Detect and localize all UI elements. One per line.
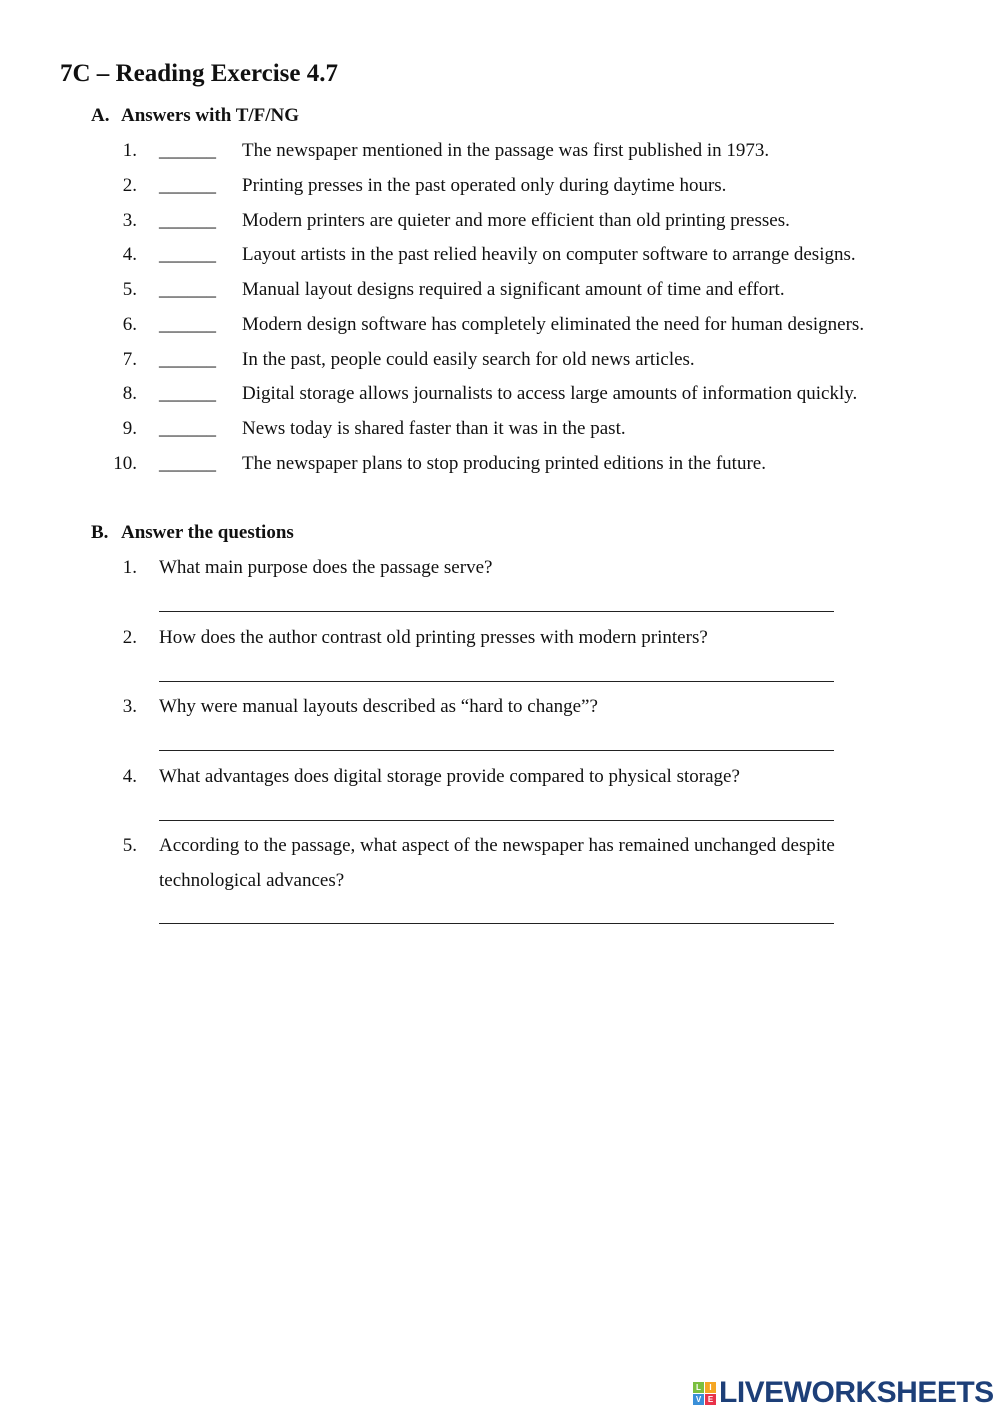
section-title: Answers with T/F/NG [121, 105, 300, 126]
item-number: 6. [122, 313, 137, 335]
item-number: 8. [122, 383, 137, 405]
answer-blank[interactable]: ______ [159, 418, 216, 439]
item-number: 2. [122, 174, 137, 196]
tf-item [0, 417, 1000, 441]
item-number: 5. [122, 835, 137, 857]
answer-line[interactable] [159, 681, 834, 682]
question-text: Why were manual layouts described as “hard to change”? [159, 696, 598, 718]
question-item [0, 695, 1000, 719]
question-item-continued [0, 869, 1000, 893]
tf-item [0, 348, 1000, 372]
statement-text: Layout artists in the past relied heavily on computer software to arrange designs. [242, 244, 856, 266]
statement-text: Digital storage allows journalists to access large amounts of information quickly. [242, 383, 858, 405]
answer-blank[interactable]: ______ [159, 383, 216, 405]
question-text: technological advances? [159, 869, 345, 891]
answer-blank[interactable]: ______ [159, 140, 216, 161]
tf-item [0, 313, 1000, 337]
item-number: 4. [122, 765, 137, 787]
logo-block: I [705, 1382, 716, 1393]
section-a-heading [91, 105, 299, 127]
statement-text: Modern design software has completely eliminated the need for human designers. [242, 313, 865, 335]
question-text: What advantages does digital storage provide compared to physical storage? [159, 765, 740, 787]
tf-item [0, 139, 1000, 163]
tf-item [0, 382, 1000, 406]
page-title: 7C – Reading Exercise 4.7 [60, 60, 338, 87]
answer-line[interactable] [159, 611, 834, 612]
answer-line[interactable] [159, 820, 834, 821]
tf-item [0, 278, 1000, 302]
answer-blank[interactable]: ______ [159, 348, 216, 370]
tf-item [0, 452, 1000, 476]
statement-text: The newspaper plans to stop producing printed editions in the future. [242, 452, 766, 474]
answer-blank[interactable]: ______ [159, 244, 216, 266]
section-letter: A. [91, 105, 110, 126]
item-number: 7. [122, 348, 137, 370]
item-number: 4. [122, 244, 137, 266]
live-blocks-icon [693, 1382, 716, 1405]
question-item [0, 556, 1000, 580]
item-number: 2. [122, 626, 137, 648]
answer-blank[interactable]: ______ [159, 279, 216, 300]
statement-text: News today is shared faster than it was in the past. [242, 418, 626, 439]
question-item [0, 765, 1000, 789]
question-item [0, 834, 1000, 858]
question-item [0, 626, 1000, 650]
liveworksheets-logo [693, 1378, 994, 1408]
item-number: 3. [122, 209, 137, 231]
logo-block: L [693, 1382, 704, 1393]
item-number: 10. [113, 452, 137, 474]
question-text: How does the author contrast old printing presses with modern printers? [159, 626, 708, 648]
section-title: Answer the questions [121, 522, 294, 543]
answer-blank[interactable]: ______ [159, 174, 216, 196]
logo-block: E [705, 1394, 716, 1405]
tf-item [0, 209, 1000, 233]
answer-blank[interactable]: ______ [159, 452, 216, 474]
item-number: 5. [122, 279, 137, 300]
tf-item [0, 243, 1000, 267]
logo-text: LIVEWORKSHEETS [719, 1376, 994, 1409]
answer-blank[interactable]: ______ [159, 313, 216, 335]
section-b-heading [91, 522, 294, 544]
statement-text: The newspaper mentioned in the passage was first published in 1973. [242, 140, 770, 161]
item-number: 3. [122, 696, 137, 718]
item-number: 1. [122, 557, 137, 578]
tf-item [0, 174, 1000, 198]
statement-text: In the past, people could easily search for old news articles. [242, 348, 695, 370]
statement-text: Manual layout designs required a significant amount of time and effort. [242, 279, 785, 300]
statement-text: Printing presses in the past operated only during daytime hours. [242, 174, 727, 196]
section-letter: B. [91, 522, 109, 543]
item-number: 1. [122, 140, 137, 161]
item-number: 9. [122, 418, 137, 439]
question-text: What main purpose does the passage serve? [159, 557, 493, 578]
statement-text: Modern printers are quieter and more efficient than old printing presses. [242, 209, 790, 231]
logo-block: V [693, 1394, 704, 1405]
question-text: According to the passage, what aspect of the newspaper has remained unchanged despite [159, 835, 835, 857]
answer-line[interactable] [159, 750, 834, 751]
answer-line[interactable] [159, 923, 834, 924]
answer-blank[interactable]: ______ [159, 209, 216, 231]
